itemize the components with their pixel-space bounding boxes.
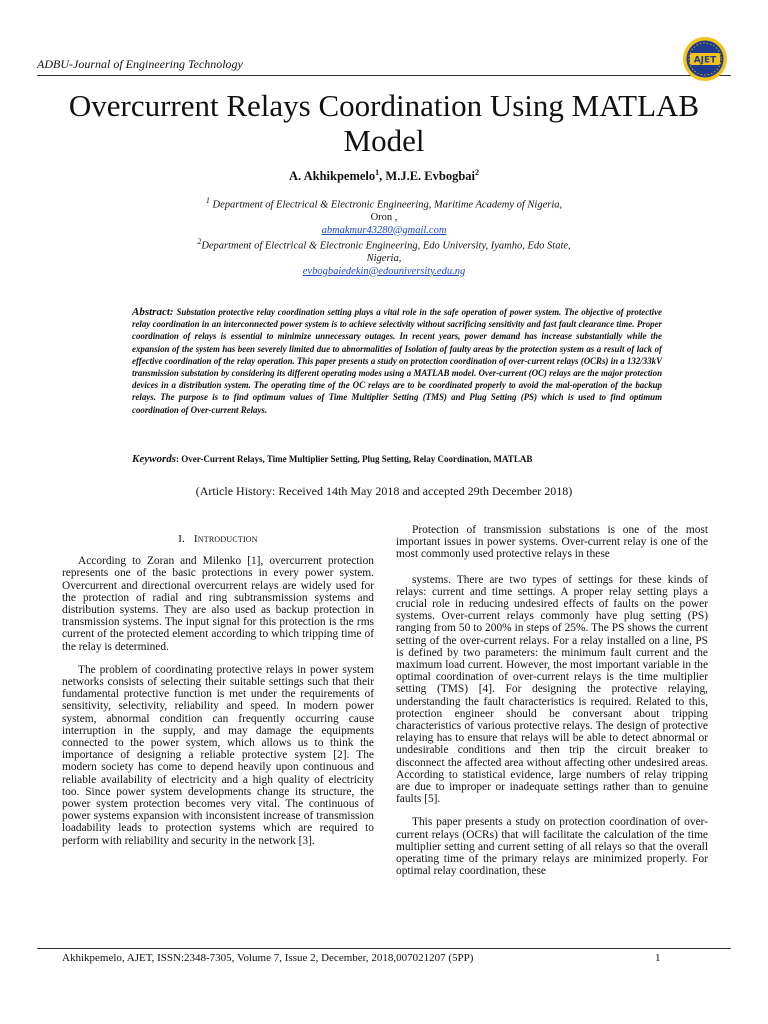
footer-rule: [37, 948, 731, 949]
affiliation-2-dept: Department of Electrical & Electronic Engineering, Edo University, Iyamho, Edo State,: [201, 240, 571, 252]
author-1-affil-mark: 1: [375, 168, 380, 177]
affiliation-1-email-link[interactable]: abmakmur43280@gmail.com: [321, 224, 447, 236]
journal-logo-icon: [682, 36, 728, 82]
left-column: [62, 533, 374, 858]
author-list: [37, 168, 731, 184]
article-history: (Article History: Received 14th May 2018 and accepted 29th December 2018): [195, 484, 573, 498]
journal-name: ADBU-Journal of Engineering Technology: [37, 57, 243, 71]
header-rule: [37, 75, 731, 76]
section-title: Introduction: [193, 533, 258, 545]
left-paragraph-1: According to Zoran and Milenko [1], overcurrent protection represents one of the basic protections in every power system. Overcurrent and directional overcurrent relays are widely used for the protection of radial and ring subtransmission systems and distribution systems. They are also used as backup protection in transmission systems. The input signal for this protection is the rms current of the protected element according to which tripping time of the relay is determined.: [62, 555, 374, 653]
paper-title: Overcurrent Relays Coordination Using MATLAB Model: [68, 88, 700, 158]
keywords-label: Keywords: [132, 453, 176, 465]
right-paragraph-1: Protection of transmission substations is one of the most important issues in power systems. Over-current relay is one of the most commonly used protective relays in these: [396, 524, 708, 561]
section-heading-introduction: [62, 533, 374, 545]
keywords-text: Over-Current Relays, Time Multiplier Setting, Plug Setting, Relay Coordination, MATLAB: [181, 454, 533, 464]
author-separator: ,: [379, 169, 386, 184]
affiliation-1-mark: 1: [205, 196, 210, 205]
affiliation-2: [120, 236, 648, 278]
abstract-text: Substation protective relay coordination setting plays a vital role in the safe operation of power system. The objective of protective relay coordination in an interconnected power system is to achieve selectivity without sacrificing sensitivity and fast fault clearance time. Proper coordination of relays is essential to minimize unnecessary outages. In recent years, power demand has increase substantially while the expansion of the system has been severely limited due to abnormalities of Isolation of faulty areas by the protection system as a result of lack of effective coordination of the relay operation. This paper presents a study on protection coordination of over-current relays (OCRs) in a 132/33kV transmission substation by considering its different operating modes using a MATLAB model. Over-current (OC) relays are the major protection devices in a distribution system. The operating time of the OC relays are to be coordinated properly to avoid the mal-operation of the backup relays. The purpose is to find optimum values of Time Multiplier Setting (TMS) and Plug Setting (PS) which is used to find optimum coordination of Over-current Relays.: [132, 307, 662, 415]
affiliation-2-location: Nigeria,: [366, 253, 402, 264]
section-numeral: I.: [178, 533, 186, 545]
keywords: [132, 453, 662, 465]
right-paragraph-2: systems. There are two types of settings for these kinds of relays: current and time settings. A proper relay setting plays a crucial role in reducing undesired effects of faults on the power systems. Over-current relays commonly have plug setting (PS) ranging from 50 to 200% in steps of 25%. The PS shows the current setting of the over-current relays. For a relay installed on a line, PS is defined by two parameters: the minimum fault current and the maximum load current. However, the most important variable in the optimal coordination of over-current relays is the time multiplier setting (TMS) [4]. For designing the protective relaying, understanding the fault characteristics is required. Related to this, protection engineer should be conversant about tripping characteristics of various protective relays. The design of protective relaying has to ensure that relays will be able to detect abnormal or undesirable conditions and then trip the circuit breaker to disconnect the affected area without affecting other undesired areas. According to statistical evidence, large numbers of relay tripping are due to improper or inadequate settings rather than to genuine faults [5].: [396, 573, 708, 806]
author-1: A. Akhikpemelo: [289, 169, 376, 184]
abstract-label: Abstract:: [132, 306, 174, 318]
logo-text: AJET: [693, 55, 717, 66]
keywords-colon: :: [176, 454, 182, 464]
left-paragraph-2: The problem of coordinating protective relays in power system networks consists of selecting their suitable settings such that their fundamental protective function is met under the requirements of sensitivity, selectivity, reliability and speed. In modern power system, abnormal condition can frequently occurring cause interruption in the supply, and may damage the equipments connected to the power system, which allows us to think the importance of designing a reliable protective system [2]. The modern society has come to depend heavily upon continuous and reliable availability of electricity and a high quality of electricity too. Since power system developments change its structure, the power system protection becomes very vital. The continuous of power systems expansion with inconsistent increase of transmission loadability leads to protection systems which are required to perform with reliability and security in the network [3].: [62, 663, 374, 847]
affiliation-1-dept: Department of Electrical & Electronic Engineering, Maritime Academy of Nigeria,: [209, 199, 563, 211]
affiliation-1: [120, 195, 648, 237]
affiliation-1-location: Oron ,: [370, 212, 398, 223]
author-2-affil-mark: 2: [475, 168, 479, 177]
author-2: M.J.E. Evbogbai: [385, 169, 475, 184]
right-column: [396, 524, 708, 888]
page-number: 1: [655, 952, 661, 964]
affiliation-2-mark: 2: [197, 237, 202, 246]
affiliation-2-email-link[interactable]: evbogbaiedekin@edouniversity.edu.ng: [302, 265, 466, 277]
footer-citation: Akhikpemelo, AJET, ISSN:2348-7305, Volume 7, Issue 2, December, 2018,007021207 (5PP): [62, 952, 474, 964]
abstract: [132, 306, 662, 416]
right-paragraph-3: This paper presents a study on protection coordination of over-current relays (OCRs) that will facilitate the calculation of the time multiplier setting and current setting of all relays so that the overall operating time of the primary relays are minimized properly. For optimal relay coordination, these: [396, 816, 708, 878]
